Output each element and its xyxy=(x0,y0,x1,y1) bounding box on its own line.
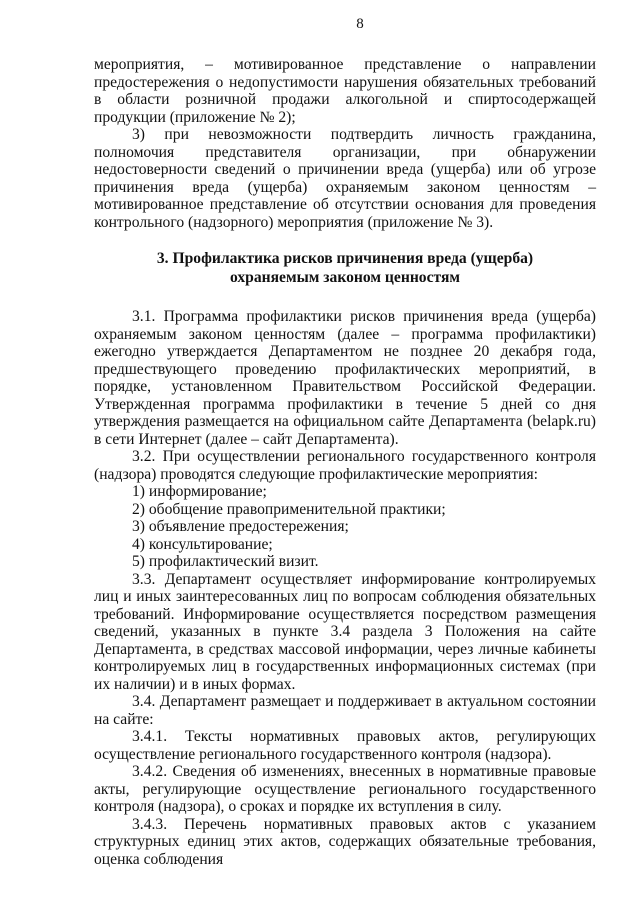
list-item: 2) обобщение правоприменительной практики; xyxy=(132,500,446,518)
list-item: 1) информирование; xyxy=(132,483,267,500)
section-heading-line-2: охраняемым законом ценностям xyxy=(229,269,461,286)
paragraph-3-1: 3.1. Программа профилактики рисков причинения вреда (ущерба) охраняемым законом ценностям (далее – программа профилактики) ежегодно утверждается Департаментом не позднее 20 декабря года, предшествующего проведению профилактических мероприятий, в порядке, установленном Правительством Российской Федерации. Утвержденная программа профилактики в течение 5 дней со дня утверждения размещается на официальном сайте Департамента (belapk.ru) в сети Интернет (далее – сайт Департамента). xyxy=(94,308,596,448)
paragraph-3-2: 3.2. При осуществлении регионального государственного контроля (надзора) проводятся следующие профилактические мероприятия: xyxy=(94,448,596,483)
paragraph-continuation: мероприятия, – мотивированное представление о направлении предостережения о недопустимости нарушения обязательных требований в области розничной продажи алкогольной и спиртосодержащей продукции (приложение № 2); xyxy=(94,56,596,126)
paragraph-3-4-1: 3.4.1. Тексты нормативных правовых актов, регулирующих осуществление регионального государственного контроля (надзора). xyxy=(94,728,596,763)
paragraph-3-4: 3.4. Департамент размещает и поддерживает в актуальном состоянии на сайте: xyxy=(94,693,596,728)
paragraph-item-3: 3) при невозможности подтвердить личность гражданина, полномочия представителя организации, при обнаружении недостоверности сведений о причинении вреда (ущерба) или об угрозе причинения вреда (ущерба) охраняемым законом ценностям – мотивированное представление об отсутствии основания для проведения контрольного (надзорного) мероприятия (приложение № 3). xyxy=(94,126,596,231)
list-item: 3) объявление предостережения; xyxy=(132,518,349,535)
page-number: 8 xyxy=(356,16,364,32)
section-heading xyxy=(94,249,596,287)
paragraph-3-3: 3.3. Департамент осуществляет информирование контролируемых лиц и иных заинтересованных лиц по вопросам соблюдения обязательных требований. Информирование осуществляется посредством размещения сведений, указанных в пункте 3.4 раздела 3 Положения на сайте Департамента, в средствах массовой информации, через личные кабинеты контролируемых лиц в государственных информационных системах (при их наличии) и в иных формах. xyxy=(94,570,596,693)
section-heading-line-1: 3. Профилактика рисков причинения вреда (ущерба) xyxy=(156,250,534,267)
paragraph-3-4-2: 3.4.2. Сведения об изменениях, внесенных в нормативные правовые акты, регулирующие осуществление регионального государственного контроля (надзора), о сроках и порядке их вступления в силу. xyxy=(94,763,596,815)
list-item: 4) консультирование; xyxy=(132,535,273,553)
paragraph-3-4-3: 3.4.3. Перечень нормативных правовых актов с указанием структурных единиц этих актов, содержащих обязательные требования, оценка соблюдения xyxy=(94,815,596,868)
list-item: 5) профилактический визит. xyxy=(132,553,319,570)
